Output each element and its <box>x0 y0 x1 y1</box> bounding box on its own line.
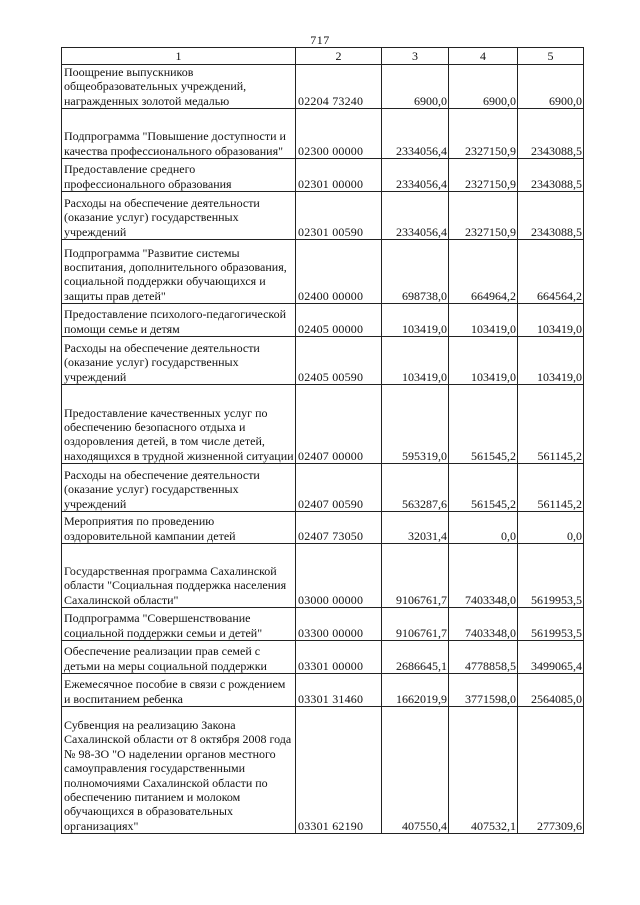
row-value-1: 595319,0 <box>382 385 449 464</box>
row-value-3: 664564,2 <box>518 240 584 304</box>
table-row <box>62 159 584 192</box>
row-value-2: 2327150,9 <box>449 159 518 192</box>
row-value-3: 103419,0 <box>518 304 584 337</box>
row-value-2: 6900,0 <box>449 65 518 109</box>
table-row <box>62 674 584 707</box>
row-value-3: 103419,0 <box>518 337 584 385</box>
column-header-year-3: 5 <box>518 48 584 65</box>
row-value-3: 2343088,5 <box>518 159 584 192</box>
row-value-1: 103419,0 <box>382 304 449 337</box>
row-value-3: 2343088,5 <box>518 192 584 240</box>
row-value-2: 103419,0 <box>449 337 518 385</box>
row-value-1: 407550,4 <box>382 707 449 834</box>
row-code: 02400 00000 <box>296 240 382 304</box>
row-value-2: 4778858,5 <box>449 641 518 674</box>
row-value-3: 6900,0 <box>518 65 584 109</box>
row-code: 02301 00000 <box>296 159 382 192</box>
page-number: 717 <box>310 33 330 47</box>
row-value-1: 9106761,7 <box>382 544 449 608</box>
table-row <box>62 608 584 641</box>
table-row <box>62 192 584 240</box>
row-value-2: 3771598,0 <box>449 674 518 707</box>
row-code: 03301 62190 <box>296 707 382 834</box>
row-code: 02204 73240 <box>296 65 382 109</box>
row-name: Расходы на обеспечение деятельности (оказание услуг) государственных учреждений <box>62 192 296 240</box>
row-value-2: 2327150,9 <box>449 192 518 240</box>
row-value-1: 1662019,9 <box>382 674 449 707</box>
row-name: Предоставление качественных услуг по обеспечению безопасного отдыха и оздоровления детей, в том числе детей, находящихся в трудной жизненной ситуации <box>62 385 296 464</box>
table-row <box>62 337 584 385</box>
row-name: Предоставление среднего профессионального образования <box>62 159 296 192</box>
row-code: 02407 00000 <box>296 385 382 464</box>
row-code: 02407 00590 <box>296 464 382 512</box>
row-value-1: 2686645,1 <box>382 641 449 674</box>
table-row <box>62 464 584 512</box>
row-code: 03300 00000 <box>296 608 382 641</box>
table-row <box>62 512 584 544</box>
row-code: 02300 00000 <box>296 109 382 159</box>
row-name: Подпрограмма "Развитие системы воспитания, дополнительного образования, социальной поддержки обучающихся и защиты прав детей" <box>62 240 296 304</box>
row-name: Расходы на обеспечение деятельности (оказание услуг) государственных учреждений <box>62 464 296 512</box>
table-header-row <box>62 48 584 65</box>
row-value-3: 2564085,0 <box>518 674 584 707</box>
row-name: Мероприятия по проведению оздоровительной кампании детей <box>62 512 296 544</box>
row-value-2: 2327150,9 <box>449 109 518 159</box>
row-value-3: 3499065,4 <box>518 641 584 674</box>
row-value-2: 561545,2 <box>449 464 518 512</box>
row-value-3: 5619953,5 <box>518 544 584 608</box>
table-row <box>62 109 584 159</box>
column-header-code: 2 <box>296 48 382 65</box>
row-name: Расходы на обеспечение деятельности (оказание услуг) государственных учреждений <box>62 337 296 385</box>
row-code: 03301 00000 <box>296 641 382 674</box>
row-code: 03000 00000 <box>296 544 382 608</box>
row-name: Поощрение выпускников общеобразовательных учреждений, награжденных золотой медалью <box>62 65 296 109</box>
row-value-2: 664964,2 <box>449 240 518 304</box>
row-value-3: 2343088,5 <box>518 109 584 159</box>
row-value-1: 6900,0 <box>382 65 449 109</box>
row-value-1: 2334056,4 <box>382 192 449 240</box>
row-name: Обеспечение реализации прав семей с детьми на меры социальной поддержки <box>62 641 296 674</box>
row-value-2: 561545,2 <box>449 385 518 464</box>
row-name: Подпрограмма "Повышение доступности и качества профессионального образования" <box>62 109 296 159</box>
column-header-name: 1 <box>62 48 296 65</box>
table-row <box>62 304 584 337</box>
row-name: Государственная программа Сахалинской области "Социальная поддержка населения Сахалинской области" <box>62 544 296 608</box>
column-header-year-2: 4 <box>449 48 518 65</box>
row-name: Подпрограмма "Совершенствование социальной поддержки семьи и детей" <box>62 608 296 641</box>
row-value-3: 0,0 <box>518 512 584 544</box>
row-value-1: 2334056,4 <box>382 159 449 192</box>
row-value-3: 277309,6 <box>518 707 584 834</box>
row-value-3: 561145,2 <box>518 385 584 464</box>
budget-table <box>61 47 584 834</box>
row-code: 02405 00000 <box>296 304 382 337</box>
row-code: 02405 00590 <box>296 337 382 385</box>
row-value-1: 698738,0 <box>382 240 449 304</box>
row-value-1: 32031,4 <box>382 512 449 544</box>
row-name: Ежемесячное пособие в связи с рождением и воспитанием ребенка <box>62 674 296 707</box>
table-row <box>62 544 584 608</box>
row-value-1: 2334056,4 <box>382 109 449 159</box>
row-name: Предоставление психолого-педагогической помощи семье и детям <box>62 304 296 337</box>
row-code: 02301 00590 <box>296 192 382 240</box>
table-row <box>62 385 584 464</box>
table-row <box>62 641 584 674</box>
row-value-1: 9106761,7 <box>382 608 449 641</box>
row-value-2: 7403348,0 <box>449 544 518 608</box>
row-value-2: 7403348,0 <box>449 608 518 641</box>
table-row <box>62 65 584 109</box>
row-name: Субвенция на реализацию Закона Сахалинской области от 8 октября 2008 года № 98-ЗО "О наделении органов местного самоуправления государственными полномочиями Сахалинской области по обеспечению питанием и молоком обучающихся в образовательных организациях" <box>62 707 296 834</box>
row-value-2: 103419,0 <box>449 304 518 337</box>
table-row <box>62 240 584 304</box>
row-code: 02407 73050 <box>296 512 382 544</box>
row-value-3: 561145,2 <box>518 464 584 512</box>
row-value-2: 407532,1 <box>449 707 518 834</box>
column-header-year-1: 3 <box>382 48 449 65</box>
row-value-2: 0,0 <box>449 512 518 544</box>
row-value-1: 563287,6 <box>382 464 449 512</box>
row-value-3: 5619953,5 <box>518 608 584 641</box>
table-row <box>62 707 584 834</box>
row-code: 03301 31460 <box>296 674 382 707</box>
row-value-1: 103419,0 <box>382 337 449 385</box>
